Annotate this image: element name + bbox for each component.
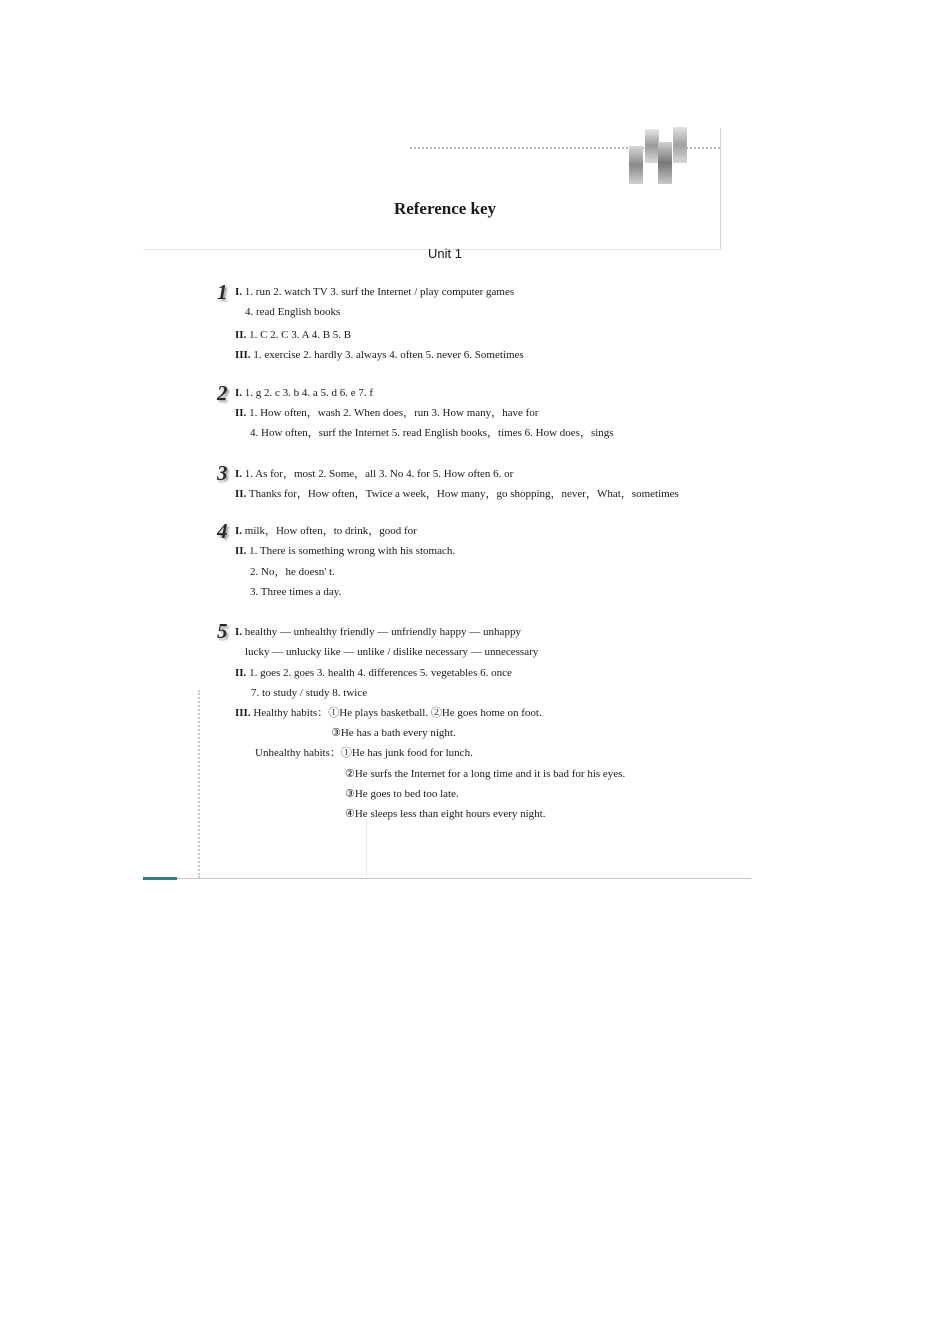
answer-line: II. 1. There is something wrong with his stomach. [235,545,456,557]
unit-subtitle: Unit 1 [428,246,462,261]
answer-line: III. 1. exercise 2. hardly 3. always 4. often 5. never 6. Sometimes [235,349,524,361]
answer-line: lucky — unlucky like — unlike / dislike necessary — unnecessary [245,646,539,658]
section-number-5: 5 [217,619,228,643]
answer-line: Unhealthy habits：①He has junk food for lunch. [255,747,473,759]
footer-rule [143,878,751,879]
page-title: Reference key [393,199,497,218]
footer-accent [143,877,177,880]
margin-faint-line [366,820,367,878]
answer-line: I. 1. g 2. c 3. b 4. a 5. d 6. e 7. f [235,387,374,399]
section-number-1: 1 [217,280,228,304]
answer-line: III. Healthy habits：①He plays basketball. ②He goes home on foot. [235,707,542,719]
section-number-4: 4 [217,519,228,543]
answer-line: II. 1. C 2. C 3. A 4. B 5. B [235,329,352,341]
answer-line: II. 1. How often，wash 2. When does，run 3. How many，have for [235,407,539,419]
answer-line: ④He sleeps less than eight hours every night. [345,808,546,820]
section-number-3: 3 [217,461,228,485]
answer-line: ③He has a bath every night. [331,727,456,739]
margin-dotted-line [198,690,200,878]
answer-line: II. Thanks for，How often，Twice a week，How many，go shopping，never，What，sometimes [235,488,679,500]
answer-line: ③He goes to bed too late. [345,788,459,800]
answer-line: II. 1. goes 2. goes 3. health 4. differences 5. vegetables 6. once [235,667,512,679]
answer-line: I. healthy — unhealthy friendly — unfriendly happy — unhappy [235,626,521,638]
answer-line: 4. How often，surf the Internet 5. read English books，times 6. How does，sings [250,427,614,439]
answer-line: 4. read English books [245,306,341,318]
answer-line: ②He surfs the Internet for a long time and it is bad for his eyes. [345,768,626,780]
answer-line: I. 1. As for，most 2. Some，all 3. No 4. for 5. How often 6. or [235,468,514,480]
answer-line: 3. Three times a day. [250,586,342,598]
answer-line: 2. No，he doesn' t. [250,566,335,578]
header-right-rule [720,128,721,250]
answer-line: I. milk，How often，to drink，good for [235,525,417,537]
answer-line: 7. to study / study 8. twice [251,687,368,699]
answer-line: I. 1. run 2. watch TV 3. surf the Internet / play computer games [235,286,515,298]
section-number-2: 2 [217,381,228,405]
